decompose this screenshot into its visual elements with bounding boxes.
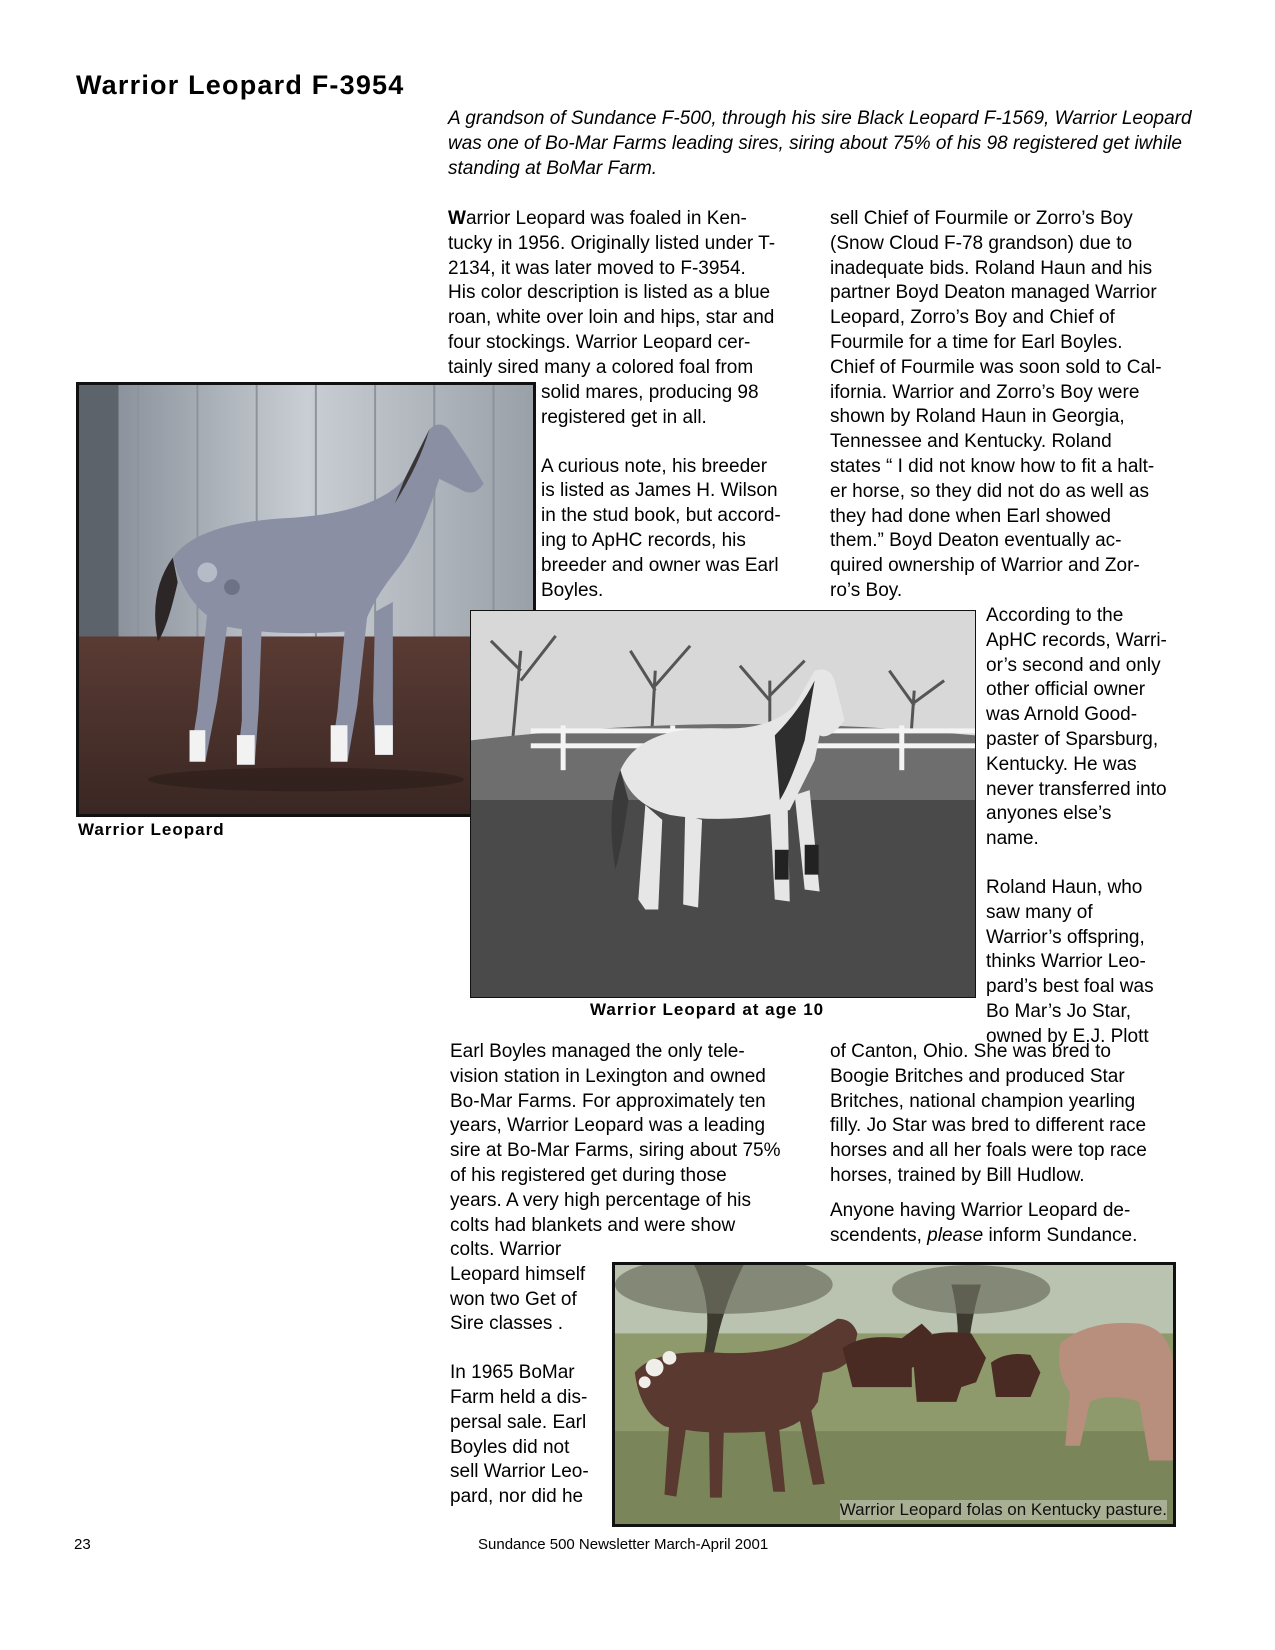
text-line: horses and all her foals were top race [830,1140,1147,1162]
paragraph-best-foal [986,876,1216,1050]
text-line: Boogie Britches and produced Star [830,1065,1125,1087]
horse-photo-image [79,385,533,814]
text-line: in the stud book, but accord- [541,505,781,527]
text-line: ApHC records, Warri- [986,629,1167,651]
text-line: Boyles did not [450,1436,570,1458]
text-line: Bo-Mar Farms. For approximately ten [450,1090,766,1112]
text-line: inadequate bids. Roland Haun and his [830,257,1153,279]
page-number: 23 [74,1536,91,1553]
photo-warrior-leopard-age-10 [470,610,976,998]
paragraph-earl-boyles-cont [450,1238,610,1337]
paragraph-foaled [448,207,793,381]
text-line: sell Chief of Fourmile or Zorro’s Boy [830,208,1133,229]
text-line: In 1965 BoMar [450,1362,575,1384]
text-line: 2134, it was later moved to F-3954. [448,257,746,279]
text-line: never transferred into [986,778,1167,800]
paragraph-foaled-cont [541,381,801,431]
text-line: Sire classes . [450,1313,563,1335]
col1-bottom-text-a [450,1040,810,1238]
horse-bw-photo-image [471,611,975,997]
text-line: Boyles. [541,579,604,601]
text-line: of his registered get during those [450,1164,727,1186]
paragraph-dispersal-cont [830,207,1210,604]
text-line: name. [986,828,1039,850]
text-line: shown by Roland Haun in Georgia, [830,406,1125,428]
text-line: Fourmile for a time for Earl Boyles. [830,331,1123,353]
text-line: sire at Bo-Mar Farms, siring about 75% [450,1140,781,1162]
text-line: Bo Mar’s Jo Star, [986,1000,1132,1022]
photo3-caption: Warrior Leopard folas on Kentucky pasture. [839,1500,1167,1519]
text-line: sell Warrior Leo- [450,1461,589,1483]
text-line: filly. Jo Star was bred to different race [830,1115,1147,1137]
text-line: Warrior’s offspring, [986,926,1145,948]
text-line: of Canton, Ohio. She was bred to [830,1041,1111,1062]
text-line: roan, white over loin and hips, star and [448,307,775,329]
article-title: Warrior Leopard F-3954 [76,70,405,100]
text-line: years. A very high percentage of his [450,1189,752,1211]
text-line: pard, nor did he [450,1486,584,1508]
appeal-line2-post: inform Sundance. [983,1224,1138,1246]
text-line: His color description is listed as a blue [448,282,771,304]
text-line: paster of Sparsburg, [986,728,1159,750]
appeal-line1: Anyone having Warrior Leopard de- [830,1199,1131,1221]
col2-top-text-b [986,604,1216,1050]
text-line: Britches, national champion yearling [830,1090,1136,1112]
paragraph-earl-boyles [450,1040,810,1238]
text-line: tucky in 1956. Originally listed under T- [448,232,776,254]
text-line: horses, trained by Bill Hudlow. [830,1164,1085,1186]
paragraph-owners [986,604,1216,852]
text-line: was Arnold Good- [986,704,1138,726]
col1-top-text-a [448,207,793,381]
text-line: ing to ApHC records, his [541,529,746,551]
text-line: Leopard himself [450,1263,586,1285]
text-line: colts had blankets and were show [450,1214,736,1236]
intro-deck: A grandson of Sundance F-500, through his sire Black Leopard F-1569, Warrior Leopard was one of Bo-Mar Farms leading sires, siring about 75% of his 98 registered get iwhile standing at BoMar Farm. [448,108,1192,179]
appeal-emphasis: please [927,1224,984,1246]
photo-foals-pasture [612,1262,1176,1527]
text-line: other official owner [986,679,1146,701]
text-line: tainly sired many a colored foal from [448,356,754,378]
text-line: them.” Boyd Deaton eventually ac- [830,530,1122,552]
text-line: pard’s best foal was [986,976,1154,998]
text-line: persal sale. Earl [450,1411,587,1433]
text-line: won two Get of [450,1288,577,1310]
text-line: states “ I did not know how to fit a halt- [830,455,1155,477]
text-line: registered get in all. [541,406,707,428]
text-line: years, Warrior Leopard was a leading [450,1115,766,1137]
drop-cap: W [448,208,466,229]
photo2-caption: Warrior Leopard at age 10 [590,1000,825,1019]
photo-warrior-leopard [76,382,536,817]
text-line: arrior Leopard was foaled in Ken- [465,208,747,229]
text-line: anyones else’s [986,803,1112,825]
foals-photo-image [615,1265,1173,1524]
photo1-caption: Warrior Leopard [78,820,225,839]
text-line: (Snow Cloud F-78 grandson) due to [830,232,1133,254]
paragraph-appeal [830,1199,1210,1249]
paragraph-dispersal [450,1361,610,1510]
text-line: four stockings. Warrior Leopard cer- [448,331,751,353]
text-line: thinks Warrior Leo- [986,951,1146,973]
footer-publication: Sundance 500 Newsletter March-April 2001 [478,1536,769,1553]
text-line: According to the [986,605,1124,626]
col1-bottom-text-b [450,1238,610,1510]
text-line: solid mares, producing 98 [541,382,759,403]
text-line: er horse, so they did not do as well as [830,480,1149,502]
text-line: breeder and owner was Earl [541,554,779,576]
paragraph-breeder [541,455,801,604]
text-line: owned by E.J. Plott [986,1025,1149,1047]
text-line: vision station in Lexington and owned [450,1065,766,1087]
col2-top-text-a [830,207,1210,604]
text-line: quired ownership of Warrior and Zor- [830,555,1140,577]
text-line: colts. Warrior [450,1239,562,1260]
text-line: they had done when Earl showed [830,505,1111,527]
text-line: or’s second and only [986,654,1161,676]
text-line: partner Boyd Deaton managed Warrior [830,282,1157,304]
text-line: A curious note, his breeder [541,455,768,477]
paragraph-jo-star [830,1040,1210,1189]
text-line: saw many of [986,901,1093,923]
text-line: Leopard, Zorro’s Boy and Chief of [830,307,1115,329]
col1-top-text-b [541,381,801,603]
text-line: ifornia. Warrior and Zorro’s Boy were [830,381,1140,403]
text-line: is listed as James H. Wilson [541,480,778,502]
text-line: Farm held a dis- [450,1386,588,1408]
text-line: Chief of Fourmile was soon sold to Cal- [830,356,1162,378]
text-line: Tennessee and Kentucky. Roland [830,431,1112,453]
text-line: Kentucky. He was [986,753,1137,775]
text-line: Earl Boyles managed the only tele- [450,1041,745,1062]
col2-bottom-text [830,1040,1210,1248]
appeal-line2-pre: scendents, [830,1224,928,1246]
text-line: Roland Haun, who [986,876,1143,898]
text-line: ro’s Boy. [830,579,903,601]
